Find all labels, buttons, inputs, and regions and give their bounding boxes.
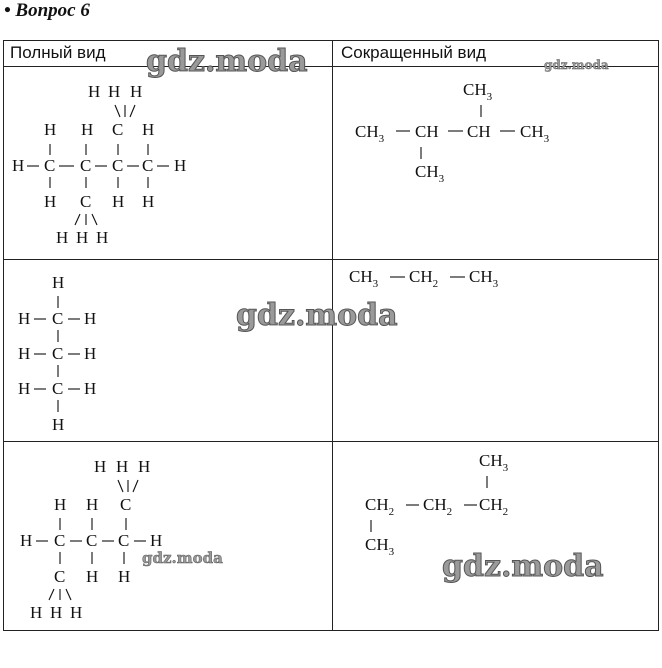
watermark: gdz.moda [442, 549, 604, 584]
svg-text:C: C [52, 379, 64, 398]
svg-text:C: C [80, 156, 92, 175]
svg-text:H: H [12, 156, 25, 175]
svg-text:H: H [142, 120, 155, 139]
column-header-full: Полный вид [10, 43, 106, 62]
svg-text:C: C [86, 531, 98, 550]
short-formula-1 [333, 67, 659, 259]
svg-text:H: H [84, 379, 97, 398]
svg-text:H: H [81, 120, 94, 139]
column-header-short: Сокращенный вид [341, 43, 486, 62]
svg-text:CH2: $CH_2$ [479, 495, 509, 518]
svg-text:C: C [112, 120, 124, 139]
svg-text:C: C [120, 495, 132, 514]
svg-text:H: H [118, 567, 131, 586]
svg-text:H: H [44, 192, 57, 211]
svg-text:H: H [18, 379, 31, 398]
svg-text:H: H [112, 192, 125, 211]
svg-text:CH3: $CH_3$ [355, 122, 385, 145]
svg-text:H: H [108, 82, 121, 101]
svg-text:C: C [54, 531, 66, 550]
svg-text:CH2: $CH_2$ [423, 495, 453, 518]
watermark: gdz.moda [146, 44, 308, 79]
svg-text:H: H [84, 309, 97, 328]
svg-text:H: H [54, 495, 67, 514]
svg-text:H: H [52, 415, 65, 434]
svg-text:H: H [44, 120, 57, 139]
svg-text:H: H [94, 457, 107, 476]
short-formula-3 [333, 442, 659, 632]
full-formula-2 [4, 260, 332, 441]
svg-text:H: H [52, 273, 65, 292]
svg-text:CH: CH [415, 122, 439, 141]
svg-text:H: H [116, 457, 129, 476]
short-formula-2 [333, 260, 659, 441]
svg-text:H: H [18, 309, 31, 328]
svg-text:C: C [142, 156, 154, 175]
svg-text:H: H [150, 531, 163, 550]
svg-text:H: H [88, 82, 101, 101]
svg-text:H: H [20, 531, 33, 550]
svg-text:C: C [118, 531, 130, 550]
question-title: • Вопрос 6 [4, 0, 90, 21]
svg-text:CH3: $CH_3$ [415, 162, 445, 185]
svg-text:C: C [44, 156, 56, 175]
svg-text:CH3: $CH_3$ [479, 451, 509, 474]
svg-text:CH3: $CH_3$ [520, 122, 550, 145]
svg-text:H: H [142, 192, 155, 211]
svg-text:C: C [52, 344, 64, 363]
svg-text:CH: CH [467, 122, 491, 141]
svg-text:H: H [84, 344, 97, 363]
svg-text:CH3: $CH_3$ [365, 535, 395, 558]
svg-text:CH3: $CH_3$ [469, 267, 499, 290]
watermark: gdz.moda [142, 549, 223, 567]
svg-text:H: H [86, 495, 99, 514]
svg-text:CH3: $CH_3$ [463, 80, 493, 103]
svg-text:C: C [52, 309, 64, 328]
svg-text:C: C [80, 192, 92, 211]
svg-text:H: H [130, 82, 143, 101]
svg-text:H: H [174, 156, 187, 175]
svg-text:H: H [86, 567, 99, 586]
svg-text:H: H [138, 457, 151, 476]
svg-text:H: H [70, 603, 83, 622]
svg-text:H: H [50, 603, 63, 622]
svg-text:H: H [56, 228, 69, 247]
svg-text:H: H [18, 344, 31, 363]
watermark: gdz.moda [544, 58, 609, 72]
full-formula-3 [4, 442, 332, 632]
svg-text:CH3: $CH_3$ [349, 267, 379, 290]
structures-table [3, 40, 659, 631]
svg-text:CH2: $CH_2$ [409, 267, 439, 290]
svg-text:CH2: $CH_2$ [365, 495, 395, 518]
svg-text:C: C [112, 156, 124, 175]
svg-text:H: H [96, 228, 109, 247]
full-formula-1 [4, 67, 332, 259]
svg-text:C: C [54, 567, 66, 586]
svg-text:H: H [30, 603, 43, 622]
watermark: gdz.moda [236, 298, 398, 333]
svg-text:H: H [76, 228, 89, 247]
